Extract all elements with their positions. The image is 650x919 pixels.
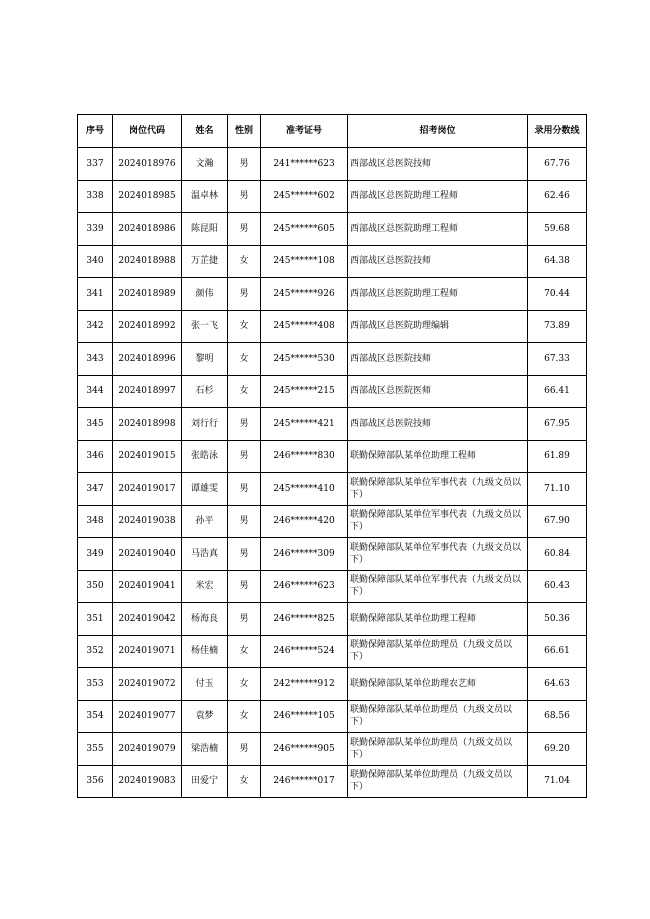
cell-score: 71.04 (528, 765, 587, 798)
cell-index: 338 (78, 180, 113, 213)
cell-post: 联勤保障部队某单位军事代表（九级文员以下） (348, 570, 528, 603)
cell-score: 64.38 (528, 245, 587, 278)
cell-post: 西部战区总医院技师 (348, 245, 528, 278)
cell-score: 73.89 (528, 310, 587, 343)
cell-exam-id: 246******420 (261, 505, 348, 538)
cell-gender: 男 (228, 603, 261, 636)
cell-exam-id: 245******421 (261, 408, 348, 441)
cell-name: 文瀚 (182, 148, 228, 181)
cell-name: 付玉 (182, 668, 228, 701)
cell-score: 67.33 (528, 343, 587, 376)
cell-score: 69.20 (528, 733, 587, 766)
cell-score: 66.41 (528, 375, 587, 408)
cell-name: 米宏 (182, 570, 228, 603)
cell-score: 68.56 (528, 700, 587, 733)
cell-index: 356 (78, 765, 113, 798)
cell-name: 马浩真 (182, 538, 228, 571)
cell-score: 62.46 (528, 180, 587, 213)
cell-post-code: 2024018976 (113, 148, 182, 181)
table-row (78, 245, 587, 278)
cell-name: 黎明 (182, 343, 228, 376)
cell-name: 万芷捷 (182, 245, 228, 278)
cell-post: 西部战区总医院助理工程师 (348, 180, 528, 213)
table-row (78, 668, 587, 701)
cell-gender: 女 (228, 635, 261, 668)
cell-post-code: 2024019042 (113, 603, 182, 636)
cell-score: 67.90 (528, 505, 587, 538)
cell-exam-id: 242******912 (261, 668, 348, 701)
cell-exam-id: 246******623 (261, 570, 348, 603)
cell-index: 353 (78, 668, 113, 701)
cell-gender: 男 (228, 408, 261, 441)
table-row (78, 505, 587, 538)
cell-exam-id: 246******524 (261, 635, 348, 668)
header-name: 姓名 (182, 115, 228, 148)
cell-gender: 男 (228, 213, 261, 246)
cell-exam-id: 245******926 (261, 278, 348, 311)
cell-score: 70.44 (528, 278, 587, 311)
table-row (78, 440, 587, 473)
cell-exam-id: 245******605 (261, 213, 348, 246)
cell-index: 340 (78, 245, 113, 278)
cell-name: 袁梦 (182, 700, 228, 733)
table-row (78, 180, 587, 213)
cell-post: 联勤保障部队某单位助理员（九级文员以下） (348, 635, 528, 668)
cell-post-code: 2024019015 (113, 440, 182, 473)
cell-post-code: 2024019017 (113, 473, 182, 506)
cell-exam-id: 245******408 (261, 310, 348, 343)
cell-name: 颜伟 (182, 278, 228, 311)
cell-score: 64.63 (528, 668, 587, 701)
cell-post: 联勤保障部队某单位军事代表（九级文员以下） (348, 505, 528, 538)
cell-gender: 男 (228, 505, 261, 538)
table-body (78, 148, 587, 798)
cell-post: 联勤保障部队某单位助理员（九级文员以下） (348, 733, 528, 766)
table-row (78, 570, 587, 603)
cell-score: 71.10 (528, 473, 587, 506)
table-row (78, 473, 587, 506)
cell-gender: 男 (228, 148, 261, 181)
cell-score: 67.95 (528, 408, 587, 441)
cell-name: 杨佳楠 (182, 635, 228, 668)
cell-score: 66.61 (528, 635, 587, 668)
table-row (78, 700, 587, 733)
cell-name: 梁浩楠 (182, 733, 228, 766)
cell-post: 西部战区总医院助理工程师 (348, 278, 528, 311)
cell-index: 348 (78, 505, 113, 538)
cell-gender: 男 (228, 473, 261, 506)
cell-index: 341 (78, 278, 113, 311)
cell-post-code: 2024019038 (113, 505, 182, 538)
cell-post-code: 2024018988 (113, 245, 182, 278)
cell-post-code: 2024018992 (113, 310, 182, 343)
cell-exam-id: 245******602 (261, 180, 348, 213)
results-table (77, 114, 587, 798)
cell-name: 孙平 (182, 505, 228, 538)
cell-exam-id: 246******830 (261, 440, 348, 473)
cell-gender: 女 (228, 668, 261, 701)
cell-post: 联勤保障部队某单位军事代表（九级文员以下） (348, 538, 528, 571)
table-row (78, 408, 587, 441)
cell-index: 349 (78, 538, 113, 571)
cell-index: 345 (78, 408, 113, 441)
cell-score: 59.68 (528, 213, 587, 246)
cell-name: 石杉 (182, 375, 228, 408)
cell-index: 354 (78, 700, 113, 733)
table-row (78, 148, 587, 181)
cell-score: 60.84 (528, 538, 587, 571)
cell-index: 339 (78, 213, 113, 246)
cell-index: 346 (78, 440, 113, 473)
table-row (78, 733, 587, 766)
cell-name: 谭雄雯 (182, 473, 228, 506)
cell-index: 352 (78, 635, 113, 668)
cell-name: 刘行行 (182, 408, 228, 441)
table-row (78, 635, 587, 668)
cell-post-code: 2024019040 (113, 538, 182, 571)
cell-post-code: 2024019083 (113, 765, 182, 798)
cell-gender: 男 (228, 538, 261, 571)
cell-post-code: 2024018989 (113, 278, 182, 311)
cell-index: 351 (78, 603, 113, 636)
cell-name: 张皓泳 (182, 440, 228, 473)
cell-gender: 男 (228, 180, 261, 213)
cell-index: 342 (78, 310, 113, 343)
cell-exam-id: 245******530 (261, 343, 348, 376)
cell-post: 西部战区总医院技师 (348, 148, 528, 181)
header-exam-id: 准考证号 (261, 115, 348, 148)
cell-post: 西部战区总医院技师 (348, 408, 528, 441)
cell-index: 350 (78, 570, 113, 603)
header-score: 录用分数线 (528, 115, 587, 148)
header-post-code: 岗位代码 (113, 115, 182, 148)
cell-post: 联勤保障部队某单位助理工程师 (348, 603, 528, 636)
cell-exam-id: 245******410 (261, 473, 348, 506)
table-row (78, 603, 587, 636)
cell-post: 西部战区总医院助理编辑 (348, 310, 528, 343)
cell-post-code: 2024019041 (113, 570, 182, 603)
cell-gender: 男 (228, 570, 261, 603)
cell-gender: 男 (228, 733, 261, 766)
cell-post: 西部战区总医院助理工程师 (348, 213, 528, 246)
cell-exam-id: 245******108 (261, 245, 348, 278)
header-post: 招考岗位 (348, 115, 528, 148)
header-index: 序号 (78, 115, 113, 148)
table-row (78, 310, 587, 343)
cell-score: 67.76 (528, 148, 587, 181)
cell-name: 田爱宁 (182, 765, 228, 798)
cell-gender: 女 (228, 765, 261, 798)
cell-name: 杨海良 (182, 603, 228, 636)
cell-exam-id: 241******623 (261, 148, 348, 181)
cell-name: 张一飞 (182, 310, 228, 343)
cell-post-code: 2024019071 (113, 635, 182, 668)
cell-exam-id: 246******105 (261, 700, 348, 733)
cell-gender: 女 (228, 245, 261, 278)
cell-post-code: 2024018998 (113, 408, 182, 441)
cell-gender: 女 (228, 375, 261, 408)
table-row (78, 213, 587, 246)
cell-post-code: 2024018985 (113, 180, 182, 213)
cell-exam-id: 246******309 (261, 538, 348, 571)
cell-index: 355 (78, 733, 113, 766)
cell-post-code: 2024019077 (113, 700, 182, 733)
cell-post: 联勤保障部队某单位助理员（九级文员以下） (348, 765, 528, 798)
cell-post: 联勤保障部队某单位助理工程师 (348, 440, 528, 473)
cell-post-code: 2024018996 (113, 343, 182, 376)
cell-exam-id: 246******825 (261, 603, 348, 636)
table-row (78, 375, 587, 408)
cell-index: 337 (78, 148, 113, 181)
cell-exam-id: 246******905 (261, 733, 348, 766)
table-row (78, 278, 587, 311)
cell-name: 陈昆阳 (182, 213, 228, 246)
cell-post-code: 2024018986 (113, 213, 182, 246)
cell-exam-id: 245******215 (261, 375, 348, 408)
cell-gender: 女 (228, 343, 261, 376)
cell-post-code: 2024019072 (113, 668, 182, 701)
cell-post: 联勤保障部队某单位助理农艺师 (348, 668, 528, 701)
cell-gender: 男 (228, 278, 261, 311)
cell-post: 西部战区总医院医师 (348, 375, 528, 408)
table-row (78, 538, 587, 571)
table-row (78, 765, 587, 798)
cell-post: 联勤保障部队某单位助理员（九级文员以下） (348, 700, 528, 733)
cell-gender: 男 (228, 440, 261, 473)
cell-score: 60.43 (528, 570, 587, 603)
cell-exam-id: 246******017 (261, 765, 348, 798)
cell-score: 61.89 (528, 440, 587, 473)
cell-post-code: 2024018997 (113, 375, 182, 408)
cell-gender: 女 (228, 700, 261, 733)
header-gender: 性别 (228, 115, 261, 148)
cell-post: 西部战区总医院技师 (348, 343, 528, 376)
cell-post-code: 2024019079 (113, 733, 182, 766)
cell-index: 347 (78, 473, 113, 506)
cell-score: 50.36 (528, 603, 587, 636)
table-row (78, 343, 587, 376)
cell-gender: 女 (228, 310, 261, 343)
cell-post: 联勤保障部队某单位军事代表（九级文员以下） (348, 473, 528, 506)
cell-name: 温卓林 (182, 180, 228, 213)
cell-index: 344 (78, 375, 113, 408)
header-row (78, 115, 587, 148)
cell-index: 343 (78, 343, 113, 376)
